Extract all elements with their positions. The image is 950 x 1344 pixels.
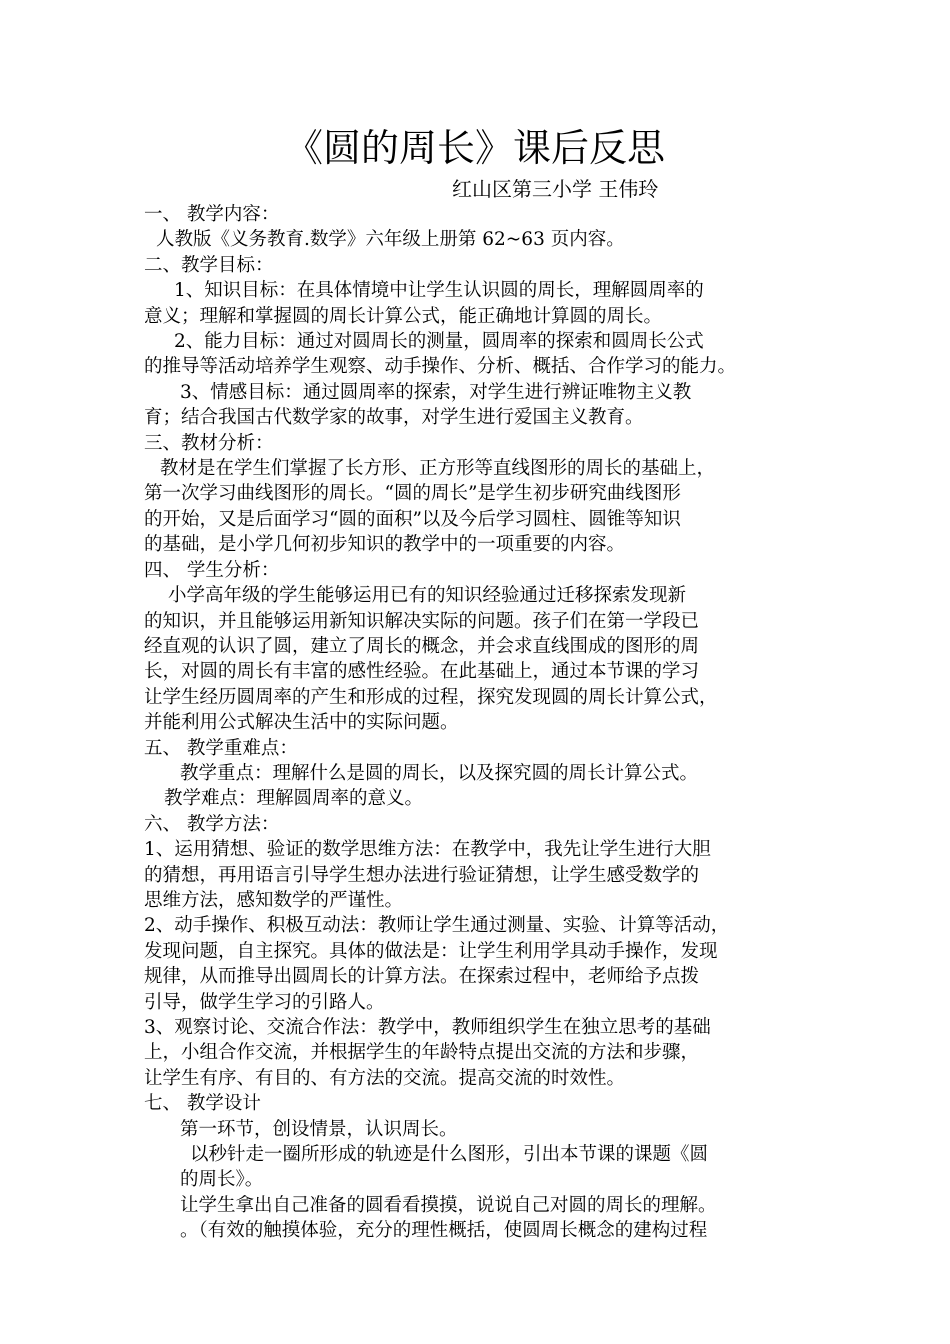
paragraph-line: 。（有效的触摸体验，充分的理性概括，使圆周长概念的建构过程: [180, 1220, 708, 1242]
paragraph-line: 3、观察讨论、交流合作法：教学中，教师组织学生在独立思考的基础: [144, 1017, 711, 1038]
section-heading: 五、 教学重难点：: [144, 737, 298, 759]
paragraph-line: 意义；理解和掌握圆的周长计算公式，能正确地计算圆的周长。: [144, 305, 663, 327]
paragraph-line: 的基础，是小学几何初步知识的教学中的一项重要的内容。: [144, 534, 626, 556]
paragraph-line: 发现问题，自主探究。具体的做法是：让学生利用学具动手操作，发现: [144, 940, 718, 962]
paragraph-line: 上，小组合作交流，并根据学生的年龄特点提出交流的方法和步骤，: [144, 1042, 700, 1064]
paragraph-line: 引导，做学生学习的引路人。: [144, 991, 385, 1013]
document-body: [144, 202, 814, 1244]
paragraph-line: 1、运用猜想、验证的数学思维方法：在教学中，我先让学生进行大胆: [144, 839, 711, 861]
paragraph-line: 第一次学习曲线图形的周长。“圆的周长”是学生初步研究曲线图形: [144, 483, 681, 505]
paragraph-line: 长，对圆的周长有丰富的感性经验。在此基础上，通过本节课的学习: [144, 661, 700, 683]
section-heading: 四、 学生分析：: [144, 559, 280, 581]
paragraph-line: 让学生有序、有目的、有方法的交流。提高交流的时效性。: [144, 1067, 626, 1089]
paragraph-line: 育；结合我国古代数学家的故事，对学生进行爱国主义教育。: [144, 407, 644, 429]
paragraph-line: 2、能力目标：通过对圆周长的测量，圆周率的探索和圆周长公式: [174, 331, 704, 353]
paragraph-line: 2、动手操作、积极互动法：教师让学生通过测量、实验、计算等活动，: [144, 915, 730, 937]
paragraph-line: 第一环节，创设情景，认识周长。: [180, 1118, 458, 1140]
paragraph-line: 教学重点：理解什么是圆的周长，以及探究圆的周长计算公式。: [180, 762, 699, 784]
paragraph-line: 1、知识目标：在具体情境中让学生认识圆的周长，理解圆周率的: [174, 280, 704, 302]
paragraph-line: 教材是在学生们掌握了长方形、正方形等直线图形的周长的基础上，: [160, 458, 716, 480]
paragraph-line: 让学生经历圆周率的产生和形成的过程，探究发现圆的周长计算公式，: [144, 686, 718, 708]
paragraph-line: 小学高年级的学生能够运用已有的知识经验通过迁移探索发现新: [168, 585, 687, 607]
paragraph-line: 的推导等活动培养学生观察、动手操作、分析、概括、合作学习的能力。: [144, 356, 737, 378]
paragraph-line: 并能利用公式解决生活中的实际问题。: [144, 712, 459, 734]
paragraph-line: 的知识，并且能够运用新知识解决实际的问题。孩子们在第一学段已: [144, 610, 700, 632]
paragraph-line: 的猜想，再用语言引导学生想办法进行验证猜想，让学生感受数学的: [144, 864, 700, 886]
paragraph-line: 以秒针走一圈所形成的轨迹是什么图形，引出本节课的课题《圆: [190, 1144, 709, 1166]
paragraph-line: 3、情感目标：通过圆周率的探索，对学生进行辨证唯物主义教: [180, 381, 692, 403]
paragraph-line: 经直观的认识了圆，建立了周长的概念，并会求直线围成的图形的周: [144, 635, 700, 657]
paragraph-line: 的开始，又是后面学习“圆的面积”以及今后学习圆柱、圆锥等知识: [144, 508, 681, 530]
paragraph-line: 的周长》。: [180, 1169, 264, 1191]
paragraph-line: 思维方法，感知数学的严谨性。: [144, 889, 404, 911]
section-heading: 三、教材分析：: [144, 432, 274, 454]
document-title: 《圆的周长》课后反思: [284, 126, 665, 170]
paragraph-line: 人教版《义务教育.数学》六年级上册第 62~63 页内容。: [156, 229, 625, 251]
section-heading: 一、 教学内容：: [144, 204, 280, 225]
paragraph-line: 教学难点：理解圆周率的意义。: [164, 788, 424, 810]
paragraph-line: 让学生拿出自己准备的圆看看摸摸，说说自己对圆的周长的理解。: [180, 1194, 717, 1216]
section-heading: 七、 教学设计: [144, 1093, 261, 1115]
section-heading: 六、 教学方法：: [144, 813, 280, 835]
section-heading: 二、教学目标：: [144, 254, 274, 276]
document-author: 红山区第三小学 王伟玲: [452, 177, 659, 201]
paragraph-line: 规律，从而推导出圆周长的计算方法。在探索过程中，老师给予点拨: [144, 966, 700, 988]
